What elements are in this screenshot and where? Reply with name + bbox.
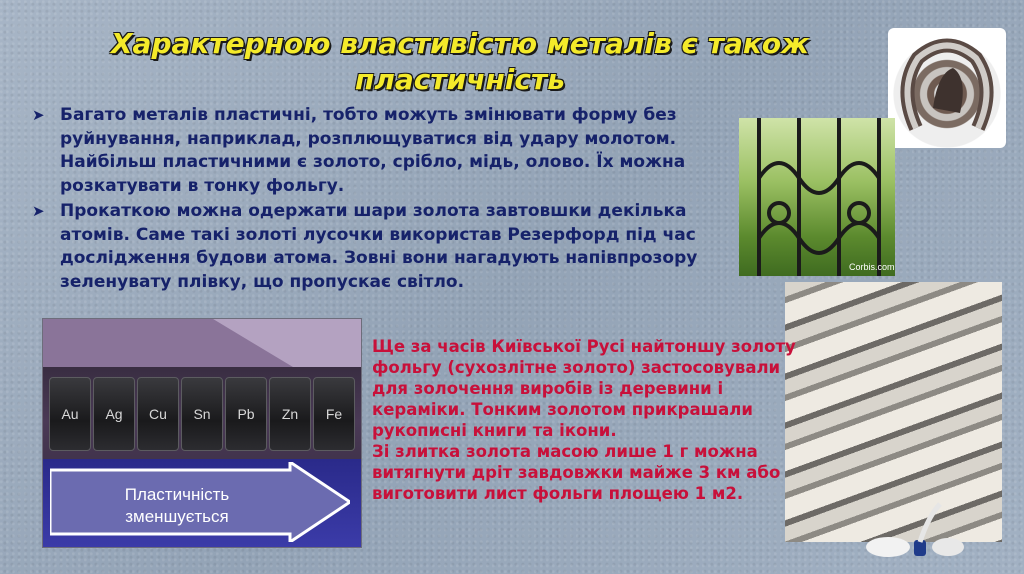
bullet-text: Багато металів пластичні, тобто можуть змінювати форму без руйнування, наприклад, розплющуватися від удару молотом. Найбільш пластичними є золото, срібло, мідь, олово. Їх можна розкатувати в тонку фольгу.	[60, 105, 686, 196]
arrow-band-icon	[43, 319, 361, 367]
arrow-label-line1: Пластичність	[124, 485, 230, 504]
horseshoe-photo	[888, 28, 1006, 148]
element-key-au: Au	[49, 377, 91, 451]
element-key-cu: Cu	[137, 377, 179, 451]
gold-facts-text	[372, 336, 812, 504]
element-key-pb: Pb	[225, 377, 267, 451]
element-key-zn: Zn	[269, 377, 311, 451]
element-key-sn: Sn	[181, 377, 223, 451]
photo-credit: Corbis.com	[849, 262, 895, 272]
bullet-list	[30, 104, 730, 296]
arrow-label-line2: зменшується	[125, 507, 229, 526]
arrow-label	[52, 484, 302, 528]
bullet-arrow-icon: ➤	[32, 106, 45, 124]
iron-gate-icon	[739, 118, 895, 276]
element-key-ag: Ag	[93, 377, 135, 451]
element-key-fe: Fe	[313, 377, 355, 451]
wrought-iron-gate-photo	[739, 118, 895, 276]
horseshoe-icon	[888, 28, 1006, 148]
panel-top-band	[43, 319, 361, 367]
gold-fact-paragraph: Ще за часів Київської Русі найтоншу золоту фольгу (сухозлітне золото) застосовували для золочення виробів із деревини і кераміки. Тонким золотом прикрашали рукописні книги та ікони.	[372, 337, 796, 440]
quill-decoration	[858, 502, 968, 562]
slide-title: Характерною властивістю металів є також пластичність	[110, 27, 810, 96]
quill-icon	[858, 502, 968, 562]
bullet-item	[30, 200, 730, 294]
gold-fact-paragraph: Зі злитка золота масою лише 1 г можна витягнути дріт завдовжки майже 3 км або виготовити лист фольги площею 1 м2.	[372, 442, 781, 503]
bullet-text: Прокаткою можна одержати шари золота завтовшки декілька атомів. Саме такі золоті лусочки використав Резерфорд під час дослідження будови атома. Зовні вони нагадують напівпрозору зеленувату плівку, що пропускає світло.	[60, 201, 698, 292]
bullet-item	[30, 104, 730, 198]
bullet-arrow-icon: ➤	[32, 202, 45, 220]
